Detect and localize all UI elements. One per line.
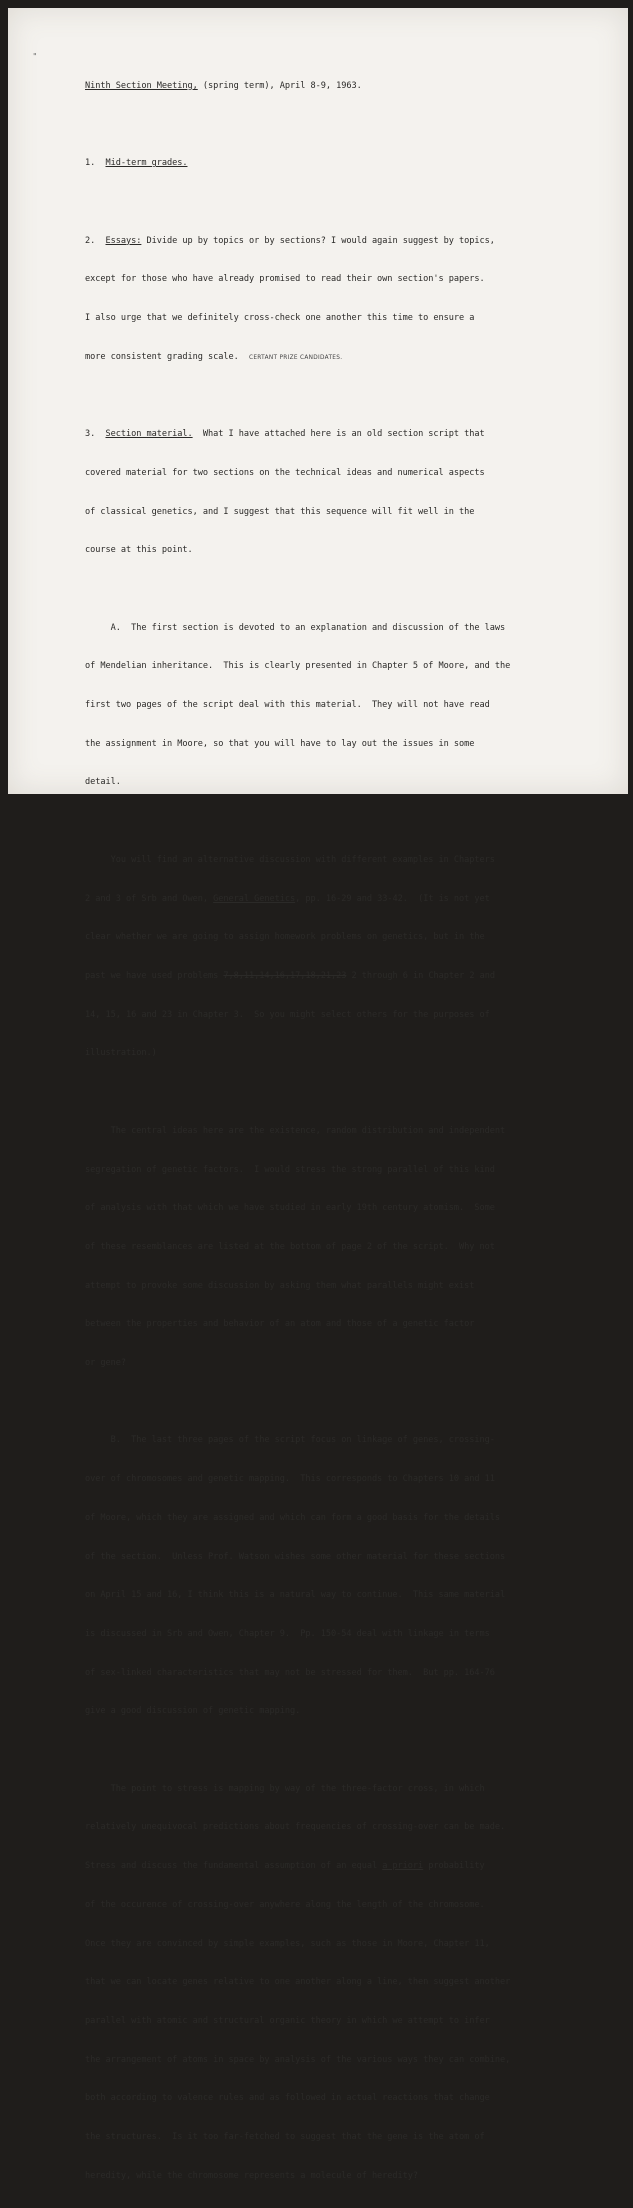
para-point-line (85, 1860, 605, 1873)
emphasis-a-priori: a priori (382, 1861, 424, 1872)
struck-text: 7,8,11,14,16,17,18,21,23 (223, 970, 347, 981)
para-alt-text: past we have used problems (85, 970, 224, 981)
document-page (8, 8, 628, 2181)
para-alt-line: 14, 15, 16 and 23 in Chapter 3. So you might select others for the purposes of (85, 1009, 490, 1020)
item-3-number: 3. (85, 429, 96, 440)
para-central-line: segregation of genetic factors. I would stress the strong parallel of this kind (85, 1164, 495, 1175)
typed-memo (85, 54, 605, 2208)
para-central-line: The central ideas here are the existence, random distribution and independent (85, 1125, 506, 1136)
para-b-line: B. The last three pages of the script focus on linkage of genes, crossing- (85, 1435, 495, 1446)
para-alt-line: illustration.) (85, 1048, 157, 1059)
para-a-line: of Mendelian inheritance. This is clearly presented in Chapter 5 of Moore, and the (85, 661, 511, 672)
para-a-line: A. The first section is devoted to an explanation and discussion of the laws (85, 622, 506, 633)
item-1-number: 1. (85, 158, 96, 169)
item-3-line-3: of classical genetics, and I suggest that this sequence will fit well in the (85, 506, 475, 517)
para-b-line: on April 15 and 16, I think this is a natural way to continue. This same material (85, 1590, 506, 1601)
para-central-line: between the properties and behavior of an atom and those of a genetic factor (85, 1319, 475, 1330)
book-title: General Genetics (213, 893, 296, 904)
item-3-label: Section material. (105, 429, 193, 440)
header-title: Ninth Section Meeting, (85, 80, 198, 91)
para-central-line: or gene? (85, 1358, 126, 1369)
para-point-line: parallel with atomic and structural organic theory in which we attempt to infer (85, 2015, 490, 2026)
para-alt-text: 2 through 6 in Chapter 2 and (346, 970, 495, 981)
header-date: (spring term), April 8-9, 1963. (202, 80, 362, 91)
para-central-line: of analysis with that which we have studied in early 19th century atomism. Some (85, 1203, 495, 1214)
handwritten-note: CERTANT PRIZE CANDIDATES. (248, 354, 343, 361)
corner-mark: " (33, 52, 37, 61)
para-point-text: Stress and discuss the fundamental assumption of an equal (85, 1861, 383, 1872)
para-point-line: heredity, while the chromosome represents a molecule of heredity? (85, 2170, 419, 2181)
para-alt-text: 2 and 3 of Srb and Owen, (85, 893, 214, 904)
para-b-line: is discussed in Srb and Owen, Chapter 9. Pp. 150-54 deal with linkage in terms (85, 1628, 490, 1639)
item-2-line-3: I also urge that we definitely cross-check one another this time to ensure a (85, 313, 475, 324)
item-3-line-2: covered material for two sections on the technical ideas and numerical aspects (85, 467, 485, 478)
item-3-line-1 (85, 428, 605, 441)
para-alt-line (85, 970, 605, 983)
para-point-line: both according to valence rules and as followed in actual reactions that change (85, 2093, 490, 2104)
para-alt-line: You will find an alternative discussion with different examples in Chapters (85, 854, 495, 865)
para-alt-line: clear whether we are going to assign homework problems on genetics, but in the (85, 932, 485, 943)
para-a-line: the assignment in Moore, so that you will have to lay out the issues in some (85, 738, 475, 749)
para-point-text: probability (423, 1861, 485, 1872)
para-a-line: detail. (85, 777, 121, 788)
para-alt-line (85, 893, 605, 906)
item-2-line-4 (85, 351, 605, 364)
para-b-line: of the section. Unless Prof. Watson wishes some other material for these sections (85, 1551, 506, 1562)
item-2-line-1 (85, 235, 605, 248)
para-point-line: the arrangement of atoms in space by analysis of the various ways they can combine, (85, 2054, 511, 2065)
para-point-line: the structures. Is it too far-fetched to suggest that the gene is the atom of (85, 2132, 485, 2143)
item-3-line-4: course at this point. (85, 545, 193, 556)
item-3-text: What I have attached here is an old section script that (202, 429, 485, 440)
header-line (85, 80, 605, 93)
item-2-text-end: more consistent grading scale. (85, 351, 239, 362)
item-2-text: Divide up by topics or by sections? I would again suggest by topics, (146, 235, 495, 246)
para-point-line: The point to stress is mapping by way of the three-factor cross, in which (85, 1783, 485, 1794)
para-b-line: over of chromosomes and genetic mapping. This corresponds to Chapters 10 and 11 (85, 1474, 495, 1485)
item-2-number: 2. (85, 235, 96, 246)
para-point-line: that we can locate genes relative to one another along a line, then suggest another (85, 1977, 511, 1988)
item-1 (85, 157, 605, 170)
para-point-line: relatively unequivocal predictions about frequencies of crossing-over can be made. (85, 1822, 506, 1833)
para-central-line: attempt to provoke some discussion by asking them what parallels might exist (85, 1280, 475, 1291)
para-b-line: of sex-linked characteristics that may not be stressed for them. But pp. 164-76 (85, 1667, 495, 1678)
item-1-label: Mid-term grades. (105, 158, 188, 169)
item-2-label: Essays: (105, 235, 142, 246)
para-b-line: give a good discussion of genetic mapping. (85, 1706, 301, 1717)
para-point-line: Once they are convinced by simple examples, such as those in Moore, Chapter 11, (85, 1938, 490, 1949)
para-point-line: of the occurence of crossing-over anywhere along the length of the chromosome. (85, 1899, 485, 1910)
para-a-line: first two pages of the script deal with this material. They will not have read (85, 700, 490, 711)
para-central-line: of these resemblances are listed at the bottom of page 2 of the script. Why not (85, 1241, 495, 1252)
para-b-line: of Moore, which they are assigned and which can form a good basis for the details (85, 1512, 501, 1523)
item-2-line-2: except for those who have already promised to read their own section's papers. (85, 274, 485, 285)
para-alt-text: , pp. 16-29 and 33-42. (It is not yet (295, 893, 490, 904)
